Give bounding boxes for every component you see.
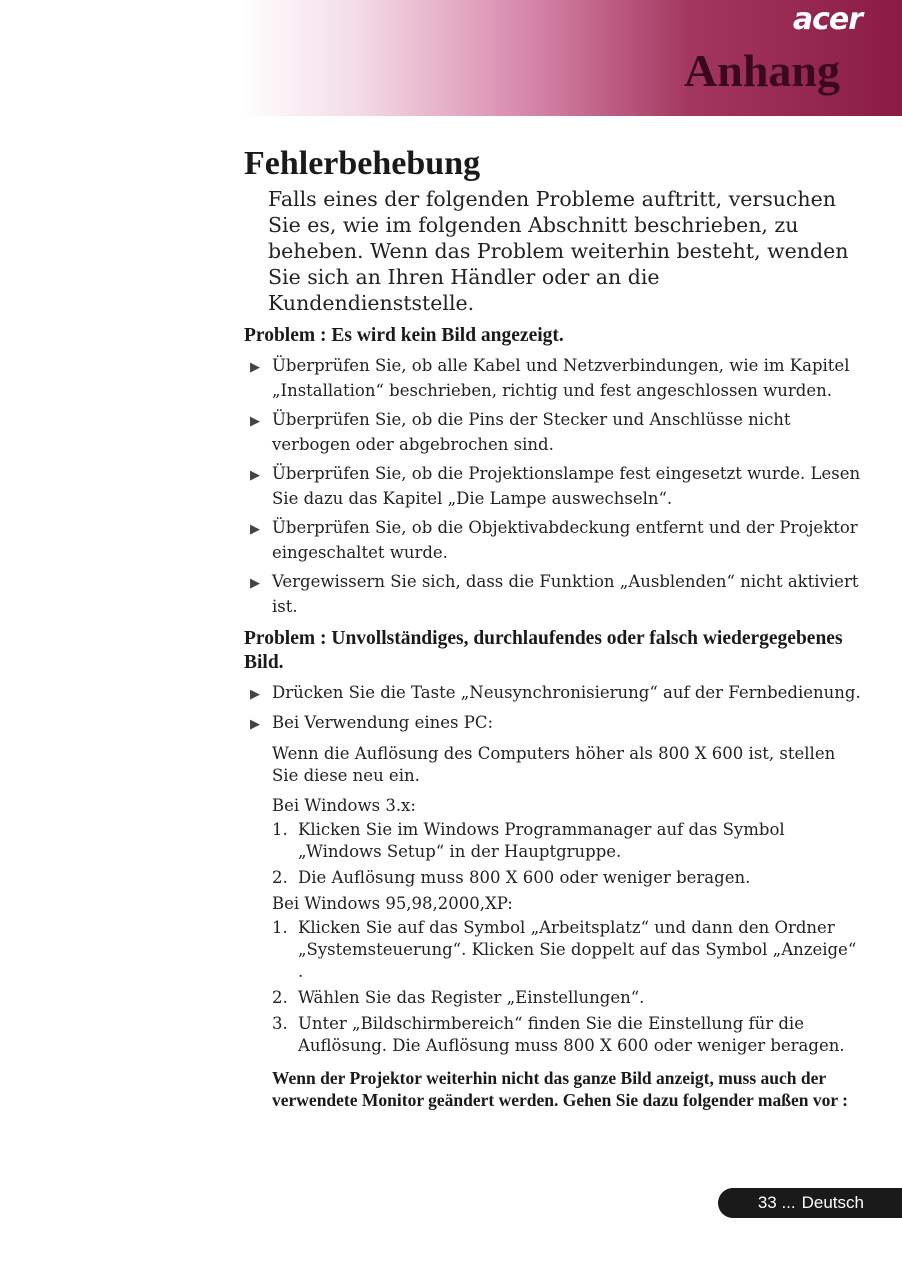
arrow-bullet-icon: ▶: [250, 468, 260, 483]
list-item: 2. Wählen Sie das Register „Einstellungen“.: [272, 988, 645, 1007]
problem1-list: [244, 354, 864, 619]
list-item: 1. Klicken Sie im Windows Programmanager auf das Symbol „Windows Setup“ in der Hauptgruppe.: [272, 820, 785, 861]
page-number: 33 ...: [757, 1193, 796, 1212]
brand-logo: acer: [792, 2, 862, 37]
page-content: [244, 144, 864, 1111]
list-item: ▶ Vergewissern Sie sich, dass die Funktion „Ausblenden“ nicht aktiviert ist.: [250, 572, 859, 616]
arrow-bullet-icon: ▶: [250, 360, 260, 375]
arrow-bullet-icon: ▶: [250, 522, 260, 537]
problem2-list: [244, 681, 864, 735]
windows95-steps: [272, 917, 864, 1057]
windows3-label: Bei Windows 3.x:: [272, 796, 416, 815]
page-footer: [718, 1188, 902, 1218]
arrow-bullet-icon: ▶: [250, 716, 260, 732]
list-item: ▶ Bei Verwendung eines PC:: [244, 711, 864, 736]
arrow-bullet-icon: ▶: [250, 687, 260, 702]
arrow-bullet-icon: ▶: [250, 414, 260, 429]
list-item: 1. Klicken Sie auf das Symbol „Arbeitsplatz“ und dann den Ordner „Systemsteuerung“. Klicken Sie doppelt auf das Symbol „Anzeige“ .: [272, 918, 857, 981]
header-band: [240, 0, 902, 116]
pc-instructions: [272, 743, 864, 1057]
arrow-bullet-icon: ▶: [250, 576, 260, 591]
windows95-label: Bei Windows 95,98,2000,XP:: [272, 894, 513, 913]
list-item: 3. Unter „Bildschirmbereich“ finden Sie die Einstellung für die Auflösung. Die Auflösung muss 800 X 600 oder weniger beragen.: [272, 1014, 845, 1055]
list-item: ▶ Überprüfen Sie, ob alle Kabel und Netzverbindungen, wie im Kapitel „Installation“ beschrieben, richtig und fest angeschlossen wurden.: [250, 356, 850, 400]
page-title: Fehlerbehebung: [244, 145, 481, 182]
windows3-steps: [272, 819, 864, 889]
final-note: Wenn der Projektor weiterhin nicht das ganze Bild anzeigt, muss auch der verwendete Monitor geändert werden. Gehen Sie dazu folgender maßen vor :: [272, 1068, 848, 1110]
list-item: ▶ Überprüfen Sie, ob die Pins der Stecker und Anschlüsse nicht verbogen oder abgebrochen sind.: [250, 410, 791, 454]
intro-paragraph: Falls eines der folgenden Probleme auftritt, versuchen Sie es, wie im folgenden Abschnitt beschrieben, zu beheben. Wenn das Problem weiterhin besteht, wenden Sie sich an Ihren Händler oder an die Kundendienststelle.: [268, 187, 849, 315]
problem-heading-no-image: Problem : Es wird kein Bild angezeigt.: [244, 325, 564, 346]
list-item: ▶ Überprüfen Sie, ob die Projektionslampe fest eingesetzt wurde. Lesen Sie dazu das Kapitel „Die Lampe auswechseln“.: [250, 464, 861, 508]
resolution-note: Wenn die Auflösung des Computers höher als 800 X 600 ist, stellen Sie diese neu ein.: [272, 744, 836, 785]
list-item: ▶ Überprüfen Sie, ob die Objektivabdeckung entfernt und der Projektor eingeschaltet wurde.: [250, 518, 858, 562]
section-title: Anhang: [684, 45, 840, 96]
list-item: 2. Die Auflösung muss 800 X 600 oder weniger beragen.: [272, 868, 751, 887]
problem-heading-incomplete-image: Problem : Unvollständiges, durchlaufendes oder falsch wiedergegebenes Bild.: [244, 628, 843, 673]
footer-language: Deutsch: [801, 1193, 864, 1212]
list-item: ▶ Drücken Sie die Taste „Neusynchronisierung“ auf der Fernbedienung.: [244, 681, 864, 706]
